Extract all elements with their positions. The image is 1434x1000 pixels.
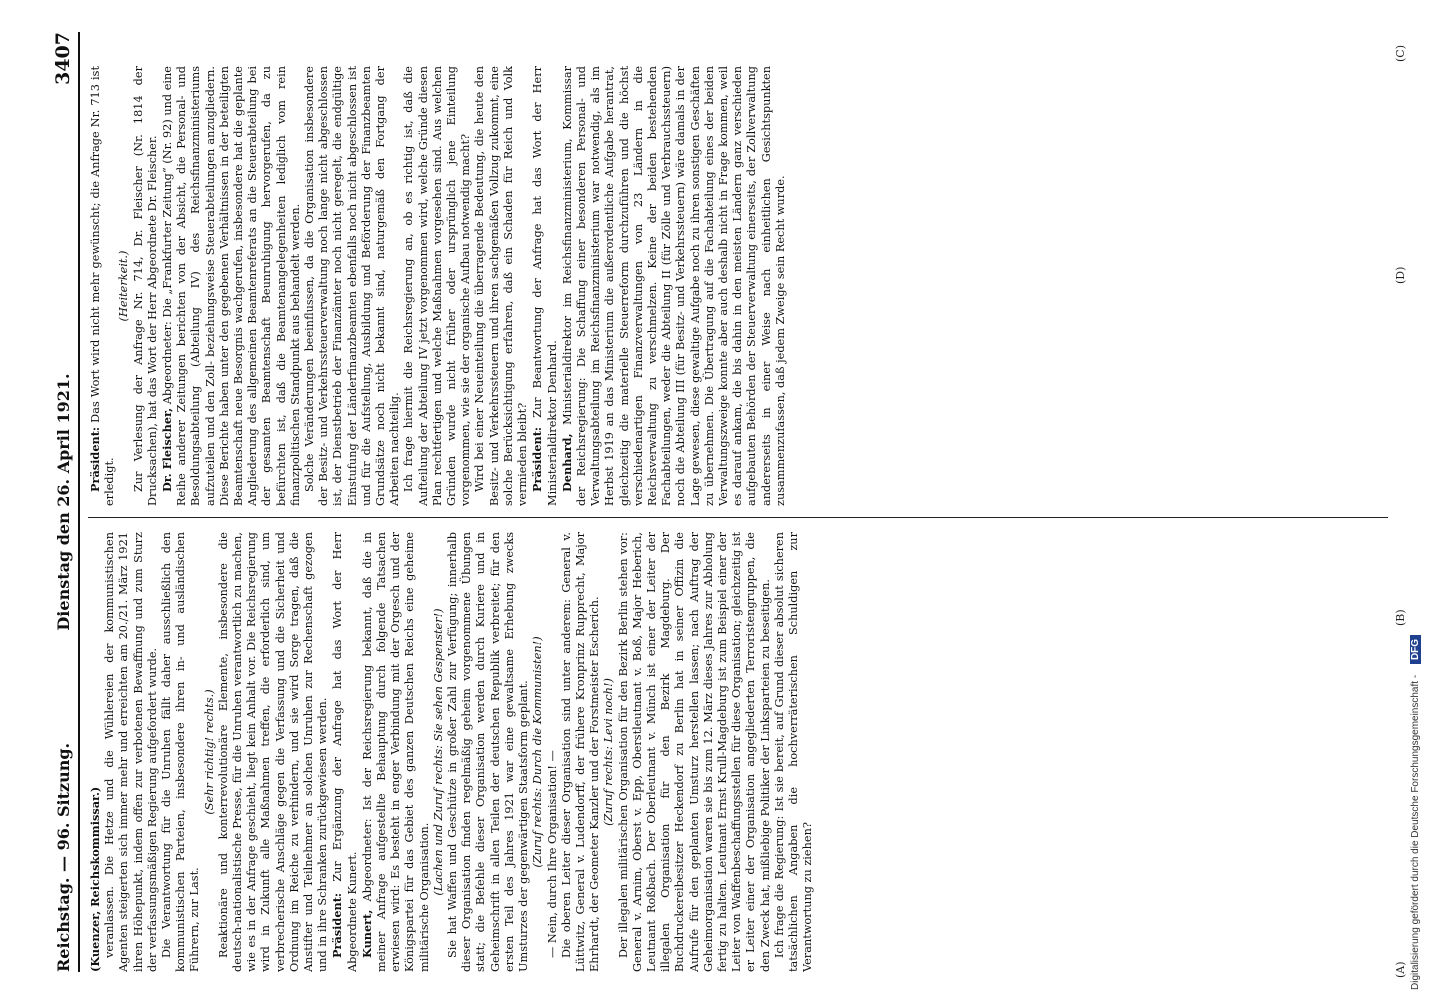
paragraph bbox=[160, 66, 303, 506]
digitization-credit bbox=[1410, 0, 1428, 990]
paragraph bbox=[360, 532, 432, 972]
paragraph bbox=[602, 532, 616, 972]
paragraph-text: Reaktionäre und konterrevolutionäre Elemente, insbesondere die deutsch-nationalistische Presse, für die Unruhen verantwortlich zu machen, wie es in der Anfrage geschieht, liegt kein Anhalt vor. Die Reichsregierung wird in Zukunft alle Maßnahmen treffen, die erforderlich sind, um verbrecherische Anschläge gegen die Verfassung und die Sicherheit und Ordnung im Reiche zu verhindern, und sie wird Sorge tragen, daß die Anstifter und Teilnehmer an solchen Unruhen zur Rechenschaft gezogen und in ihre Schranken zurückgewiesen werden. bbox=[216, 532, 330, 972]
running-header bbox=[52, 32, 80, 972]
paragraph-text: veranlassen. Die Hetze und die Wühlereien der kommunistischen Agenten steigerten sich immer mehr und erreichten am 20./21. März 1921 ihren Höhepunkt, indem offen zur verbotenen Bewaffnung und zum Sturz der verfassungsmäßigen Regierung aufgefordert wurde. bbox=[103, 532, 159, 972]
paragraph-text: Ich frage hiermit die Reichsregierung an, ob es richtig ist, daß die Aufteilung der Abteilung IV jetzt vorgenommen wird, welche Gründe diesen Plan rechtfertigen und welche Maßnahmen vorgesehen sind. Aus welchen Gründen wurde nicht früher oder ursprünglich jene Einteilung vorgenommen, wie sie der organische Aufbau notwendig macht? bbox=[402, 66, 473, 506]
margin-marker-b: (B) bbox=[1394, 609, 1407, 626]
speaker-name: Kunert, bbox=[359, 909, 374, 958]
paragraph bbox=[103, 532, 160, 972]
speaker-name: (Kuenzer, Reichskommissar.) bbox=[88, 786, 102, 972]
header-session: Reichstag. — 96. Sitzung. bbox=[54, 742, 73, 972]
paragraph-text: (Lachen und Zuruf rechts: Sie sehen Gespenster!) bbox=[431, 608, 445, 896]
margin-marker-d: (D) bbox=[1394, 266, 1407, 284]
paragraph-text: Die oberen Leiter dieser Organisation sind unter anderem: General v. Lüttwitz, General v. Ludendorff, der frühere Kronprinz Rupprecht, Major Ehrhardt, der Geometer Kanzler und der Forstmeister Escherich. bbox=[559, 532, 602, 972]
paragraph bbox=[203, 532, 217, 972]
header-date: Dienstag den 26. April 1921. bbox=[54, 373, 73, 631]
paragraph-text: Zur Ergänzung der Anfrage hat das Wort der Herr Abgeordnete Kunert. bbox=[331, 532, 359, 972]
paragraph-text: (Zuruf rechts: Durch die Kommunisten!) bbox=[531, 636, 545, 868]
paragraph-text: Zur Beantwortung der Anfrage hat das Wort der Herr Ministerialdirektor Denhard. bbox=[531, 66, 559, 506]
paragraph-text: Das Wort wird nicht mehr gewünscht; die Anfrage Nr. 713 ist erledigt. bbox=[89, 66, 117, 506]
speaker-name: Präsident: bbox=[330, 892, 345, 958]
speaker-name: Dr. Fleischer, bbox=[160, 407, 175, 492]
paragraph bbox=[117, 66, 131, 506]
column-divider bbox=[88, 517, 1388, 518]
paragraph bbox=[773, 532, 816, 972]
paragraph bbox=[402, 66, 473, 506]
paragraph-text: Abgeordneter: Die „Frankfurter Zeitung“ (Nr. 92) und eine Reihe anderer Zeitungen berichten von der Absicht, die Personal- und Besoldungsabteilung (Abteilung IV) des Reichsfinanzministeriums aufzuteilen und den Zoll- beziehungsweise Steuerabteilungen anzugliedern. Diese Berichte haben unter den gegebenen Verhältnissen in der beteiligten Beamtenschaft neue Besorgnis wachgerufen, insbesondere hat die geplante Angliederung des allgemeinen Beamtenreferats an die Steuerabteilung bei der gesamten Beamtenschaft Beunruhigung hervorgerufen, da zu befürchten ist, daß die Beamtenangelegenheiten lediglich vom rein finanzpolitischen Standpunkt aus behandelt werden. bbox=[161, 66, 302, 506]
paragraph-text: — Nein, durch Ihre Organisation! — bbox=[545, 750, 559, 958]
paragraph bbox=[217, 532, 331, 972]
paragraph-text: Abgeordneter: Ist der Reichsregierung bekannt, daß die in meiner Anfrage aufgestellte Behauptung durch folgende Tatsachen erwiesen wird: Es besteht in enger Verbindung mit der Orgesch und der Königspartei für das Gebiet des ganzen Deutschen Reichs eine geheime militärische Organisation. bbox=[360, 532, 431, 972]
paragraph-text: Ich frage die Regierung: Ist sie bereit, auf Grund dieser absolut sicheren tatsächlichen Angaben die hochverräterischen Schuldigen zur Verantwortung zu ziehen? bbox=[772, 532, 815, 972]
paragraph bbox=[160, 532, 203, 972]
paragraph bbox=[546, 532, 560, 972]
paragraph bbox=[560, 532, 603, 972]
paragraph-text: Zur Verlesung der Anfrage Nr. 714, Dr. Fleischer (Nr. 1814 der Drucksachen), hat das Wort der Herr Abgeordnete Dr. Fleischer. bbox=[131, 66, 159, 506]
paragraph-text: (Zuruf rechts: Levi noch!) bbox=[602, 678, 616, 826]
speaker-name: Präsident: bbox=[88, 426, 102, 492]
paragraph-text: (Heiterkeit.) bbox=[117, 250, 131, 322]
credit-text: Digitalisierung gefördert durch die Deutsche Forschungsgemeinschaft - bbox=[1410, 674, 1421, 990]
paragraph-text: Wird bei einer Neueinteilung die überragende Bedeutung, die heute den Besitz- und Verkehrssteuern und ihren sachgemäßen Vollzug zukommt, eine solche Berücksichtigung erfahren, daß ein Schaden für Reich und Volk vermieden bleibt? bbox=[473, 66, 530, 506]
margin-marker-c: (C) bbox=[1394, 45, 1407, 62]
speaker-name: Präsident: bbox=[530, 426, 545, 492]
paragraph-text: Sie hat Waffen und Geschütze in großer Zahl zur Verfügung; innerhalb dieser Organisation finden regelmäßig geheim vorgenommene Übungen statt; die Befehle dieser Organisation werden durch Kuriere und in Geheimschrift in allen Teilen der deutschen Republik verbreitet; für den ersten Teil des Jahres 1921 war eine gewaltsame Erhebung zwecks Umsturzes der gegenwärtigen Staatsform geplant. bbox=[446, 532, 531, 972]
margin-marker-a: (A) bbox=[1394, 961, 1407, 978]
paragraph bbox=[560, 66, 788, 506]
paragraph bbox=[88, 66, 117, 506]
paragraph bbox=[446, 532, 531, 972]
dfg-logo: DFG bbox=[1410, 635, 1421, 664]
paragraph bbox=[530, 66, 559, 506]
paragraph-text: Der illegalen militärischen Organisation für den Bezirk Berlin stehen vor: General v. Arnim, Oberst v. Epp, Oberstleutnant v. Boß, Major Heberich, Leutnant Roßbach. Der Oberleutnant v. Münch ist einer der Leiter der illegalen Organisation für den Bezirk Magdeburg. Der Buchdruckereibesitzer Heckendorf zu Berlin hat in seiner Offizin die Aufrufe für den geplanten Umsturz herstellen lassen; nach Auftrag der Geheimorganisation waren sie bis zum 12. März dieses Jahres zur Abholung fertig zu halten. Leutnant Ernst Krull-Magdeburg ist zum Beispiel einer der Leiter von Waffenbeschaffungsstellen für diese Organisation; gleichzeitig ist er Leiter einer der Organisation angegliederten Terroristengruppen, die den Zweck hat, mißliebige Politiker der Linksparteien zu beseitigen. bbox=[616, 532, 772, 972]
paragraph-text: Die Verantwortung für die Unruhen fällt daher ausschließlich den kommunistischen Parteien, insbesondere ihren in- und ausländischen Führern, zur Last. bbox=[160, 532, 202, 972]
paragraph bbox=[330, 532, 359, 972]
speaker-name: Denhard, bbox=[559, 433, 574, 492]
paragraph-text: Solche Veränderungen beeinflussen, da die Organisation insbesondere der Besitz- und Verkehrssteuerverwaltung noch lange nicht abgeschlossen ist, der Dienstbetrieb der Finanzämter noch nicht geregelt, die endgültige Einstufung der Länderfinanzbeamten ebenfalls noch nicht abgeschlossen ist und für die Aufstellung, Ausbildung und Beförderung der Finanzbeamten Grundsätze noch nicht bekannt sind, naturgemäß den Fortgang der Arbeiten nachteilig. bbox=[303, 66, 402, 506]
paragraph-text: (Sehr richtig! rechts.) bbox=[202, 689, 216, 815]
left-column bbox=[88, 532, 1388, 972]
paragraph bbox=[617, 532, 773, 972]
paragraph-text: Ministerialdirektor im Reichsfinanzministerium, Kommissar der Reichsregierung: Die Schaffung einer besonderen Personal- und Verwaltungsabteilung im Reichsfinanzministerium war notwendig, als im Herbst 1919 an das Ministerium die außerordentliche Aufgabe herantrat, gleichzeitig die materielle Steuerreform durchzuführen und die höchst verschiedenartigen Finanzverwaltungen von 23 Ländern in die Reichsverwaltung zu verschmelzen. Keine der beiden bestehenden Fachabteilungen, weder die Abteilung II (für Zölle und Verbrauchssteuern) noch die Abteilung III (für Besitz- und Verkehrssteuern) wäre damals in der Lage gewesen, diese gewaltige Aufgabe noch zu ihren sonstigen Geschäften zu übernehmen. Die Übertragung auf die Fachabteilung eines der beiden Verwaltungszweige konnte aber auch deshalb nicht in Frage kommen, weil es darauf ankam, die bis dahin in den meisten Ländern ganz verschieden aufgebauten Behörden der Steuerverwaltung einerseits, der Zollverwaltung andererseits in einer Weise nach einheitlichen Gesichtspunkten zusammenzufassen, daß jedem Zweige sein Recht wurde. bbox=[560, 66, 787, 506]
paragraph bbox=[473, 66, 530, 506]
right-column bbox=[88, 66, 1388, 506]
paragraph bbox=[132, 66, 160, 506]
paragraph bbox=[88, 532, 103, 972]
page-number: 3407 bbox=[52, 32, 74, 85]
paragraph bbox=[531, 532, 545, 972]
paragraph bbox=[432, 532, 446, 972]
paragraph bbox=[303, 66, 402, 506]
document-page bbox=[52, 32, 1412, 978]
